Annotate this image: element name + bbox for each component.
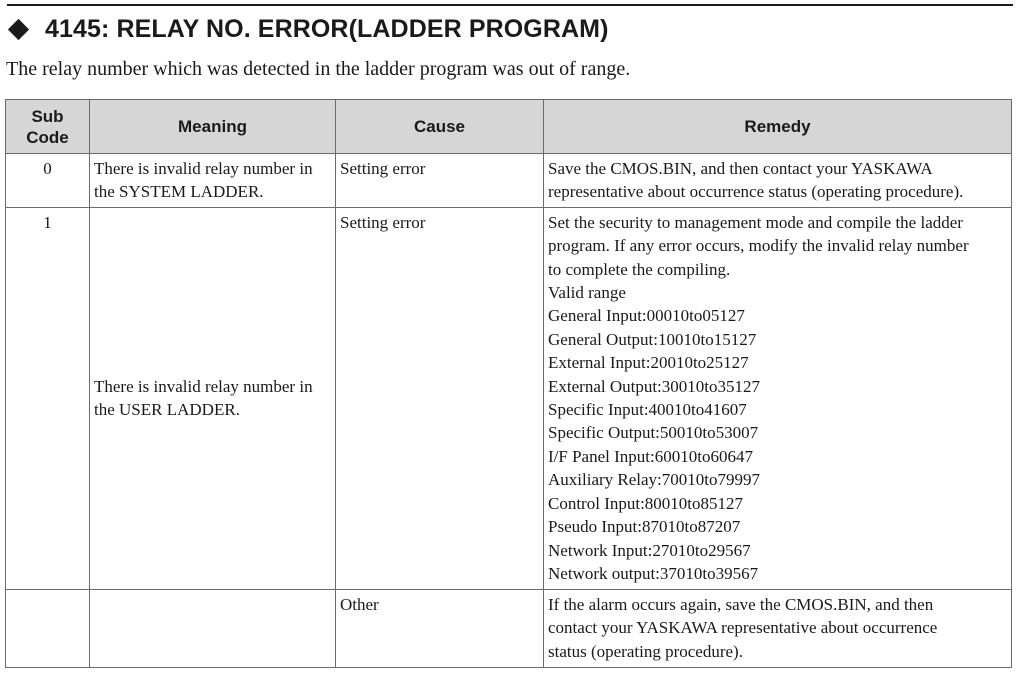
remedy-line: Pseudo Input:87010to87207 — [548, 517, 741, 537]
remedy-line: I/F Panel Input:60010to60647 — [548, 446, 753, 466]
meaning-line: There is invalid relay number in — [94, 376, 313, 396]
table-row — [6, 154, 1012, 208]
error-description: The relay number which was detected in the ladder program was out of range. — [6, 58, 631, 80]
sub-code-cell — [6, 589, 90, 667]
meaning-line: the SYSTEM LADDER. — [94, 182, 264, 202]
remedy-line: Auxiliary Relay:70010to79997 — [548, 470, 761, 490]
remedy-line: Set the security to management mode and compile the ladder — [548, 212, 963, 232]
table-row — [6, 589, 1012, 667]
remedy-cell — [544, 589, 1012, 667]
meaning-line: the USER LADDER. — [94, 400, 240, 420]
table-row — [6, 207, 1012, 589]
remedy-line: General Output:10010to15127 — [548, 329, 757, 349]
header-sub-code-line1: Sub — [31, 106, 64, 126]
error-table — [5, 99, 1012, 668]
remedy-line: representative about occurrence status (operating procedure). — [548, 182, 964, 202]
remedy-line: Save the CMOS.BIN, and then contact your YASKAWA — [548, 159, 933, 178]
meaning-cell — [90, 154, 336, 208]
meaning-cell — [90, 207, 336, 589]
remedy-line: Valid range — [548, 283, 626, 303]
remedy-line: status (operating procedure). — [548, 641, 743, 661]
meaning-cell — [90, 589, 336, 667]
top-rule — [7, 4, 1013, 6]
header-sub-code — [6, 100, 90, 154]
meaning-line: There is invalid relay number in — [94, 159, 313, 178]
remedy-line: If the alarm occurs again, save the CMOS.BIN, and then — [548, 594, 934, 614]
remedy-cell — [544, 154, 1012, 208]
remedy-line: program. If any error occurs, modify the invalid relay number — [548, 236, 969, 256]
diamond-bullet-icon — [8, 18, 29, 39]
remedy-line: Specific Input:40010to41607 — [548, 400, 747, 420]
sub-code-cell: 1 — [6, 207, 90, 589]
header-remedy: Remedy — [544, 100, 1012, 154]
remedy-cell — [544, 207, 1012, 589]
table-header-row — [6, 100, 1012, 154]
remedy-line: External Output:30010to35127 — [548, 376, 761, 396]
remedy-line: to complete the compiling. — [548, 259, 731, 279]
header-sub-code-line2: Code — [26, 127, 69, 147]
heading-text: 4145: RELAY NO. ERROR(LADDER PROGRAM) — [45, 14, 609, 43]
remedy-line: Specific Output:50010to53007 — [548, 423, 759, 443]
header-cause: Cause — [336, 100, 544, 154]
cause-cell: Setting error — [336, 154, 544, 208]
remedy-line: Network output:37010to39567 — [548, 563, 759, 583]
remedy-line: General Input:00010to05127 — [548, 306, 745, 326]
remedy-line: contact your YASKAWA representative about occurrence — [548, 618, 938, 638]
sub-code-cell: 0 — [6, 154, 90, 208]
header-meaning: Meaning — [90, 100, 336, 154]
remedy-line: Network Input:27010to29567 — [548, 540, 751, 560]
remedy-line: Control Input:80010to85127 — [548, 493, 744, 513]
remedy-line: External Input:20010to25127 — [548, 353, 749, 373]
cause-cell: Other — [336, 589, 544, 667]
section-heading — [7, 12, 609, 46]
cause-cell: Setting error — [336, 207, 544, 589]
